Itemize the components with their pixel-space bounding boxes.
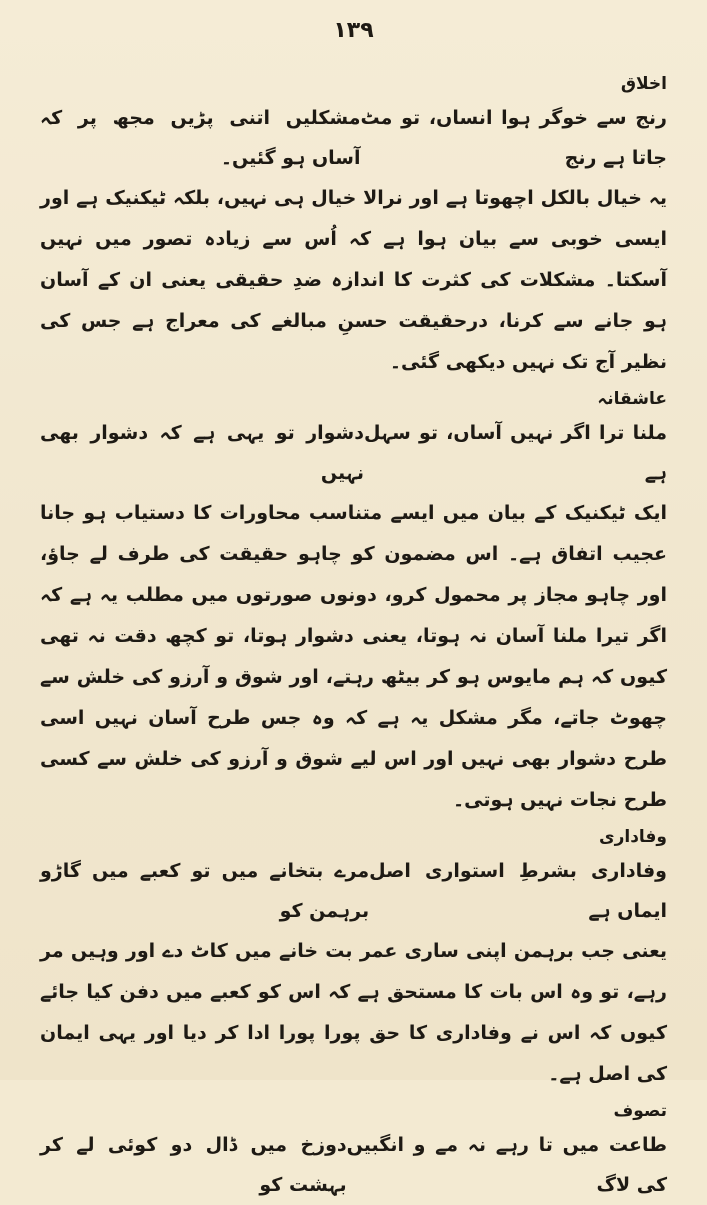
verse-ashiqana bbox=[40, 413, 667, 493]
page-body bbox=[40, 70, 667, 1205]
commentary-wafadari: یعنی جب برہمن اپنی ساری عمر بت خانے میں کاٹ دے اور وہیں مر رہے، تو وہ اس بات کا مستحق ہے کہ اس کو کعبے میں دفن کیا جائے کیوں کہ اس نے وفاداری کا حق پورا پورا ادا کر دیا اور یہی ایمان کی اصل ہے۔ bbox=[40, 940, 667, 1085]
verse-tasawwuf bbox=[40, 1125, 667, 1205]
commentary-ashiqana: ایک ٹیکنیک کے بیان میں ایسے متناسب محاورات کا دستیاب ہو جانا عجیب اتفاق ہے۔ اس مضمون کو چاہو حقیقت کی طرف لے جاؤ، اور چاہو مجاز پر محمول کرو، دونوں صورتوں میں مطلب یہ ہے کہ اگر تیرا ملنا آسان نہ ہوتا، یعنی دشوار ہوتا، تو کچھ دقت نہ تھی کیوں کہ ہم مایوس ہو کر بیٹھ رہتے، اور شوق و آرزو کی خلش سے چھوٹ جاتے، مگر مشکل یہ ہے کہ وہ جس طرح آسان نہیں اسی طرح دشوار بھی نہیں اور اس لیے شوق و آرزو کی خلش سے کسی طرح نجات نہیں ہوتی۔ bbox=[40, 502, 667, 811]
commentary-akhlaq: یہ خیال بالکل اچھوتا ہے اور نرالا خیال ہی نہیں، بلکہ ٹیکنیک ہے اور ایسی خوبی سے بیان ہوا ہے کہ اُس سے زیادہ تصور میں نہیں آسکتا۔ مشکلات کی کثرت کا اندازہ ضدِ حقیقی یعنی ان کے آسان ہو جانے سے کرنا، درحقیقت حسنِ مبالغے کی معراج ہے جس کی نظیر آج تک نہیں دیکھی گئی۔ bbox=[40, 187, 667, 373]
verse-wafadari bbox=[40, 851, 667, 931]
section-heading-wafadari: وفاداری bbox=[599, 827, 667, 847]
verse-right-hemistich: وفاداری بشرطِ استواری اصل ایماں ہے bbox=[369, 860, 667, 922]
verse-left-hemistich: مرے بتخانے میں تو کعبے میں گاڑو برہمن کو bbox=[40, 860, 370, 922]
section-heading-akhlaq: اخلاق bbox=[620, 74, 667, 94]
verse-right-hemistich: طاعت میں تا رہے نہ مے و انگبیں کی لاگ bbox=[346, 1134, 667, 1196]
verse-akhlaq bbox=[40, 98, 667, 178]
section-heading-tasawwuf: تصوف bbox=[613, 1101, 667, 1121]
verse-right-hemistich: رنج سے خوگر ہوا انساں، تو مٹ جاتا ہے رنج bbox=[360, 107, 667, 169]
verse-left-hemistich: دشوار تو یہی ہے کہ دشوار بھی نہیں bbox=[40, 422, 364, 484]
section-heading-ashiqana: عاشقانہ bbox=[597, 389, 667, 409]
verse-right-hemistich: ملنا ترا اگر نہیں آساں، تو سہل ہے bbox=[364, 422, 667, 484]
page-number: ۱۳۹ bbox=[333, 18, 374, 43]
verse-left-hemistich: مشکلیں اتنی پڑیں مجھ پر کہ آساں ہو گئیں۔ bbox=[40, 107, 361, 169]
verse-left-hemistich: دوزخ میں ڈال دو کوئی لے کر بہشت کو bbox=[40, 1134, 347, 1196]
